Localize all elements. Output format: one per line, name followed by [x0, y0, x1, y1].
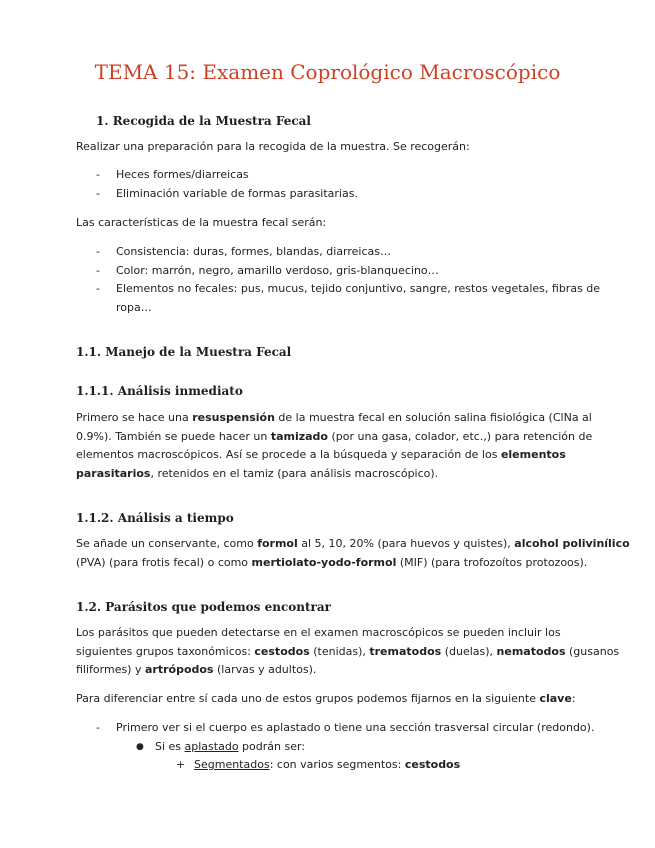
list-item: Consistencia: duras, formes, blandas, diarreicas…: [116, 245, 392, 258]
paragraph-line: (PVA) (para frotis fecal) o como mertiolato-yodo-formol (MIF) (para trofozoítos protozoos).: [76, 556, 588, 569]
heading-analisis-inmediato: 1.1.1. Análisis inmediato: [76, 384, 243, 398]
list-item: Primero ver si el cuerpo es aplastado o tiene una sección trasversal circular (redondo).: [116, 721, 595, 734]
heading-analisis-tiempo: 1.1.2. Análisis a tiempo: [76, 511, 234, 525]
bullet-dot-icon: ●: [136, 742, 144, 752]
list-item: Elementos no fecales: pus, mucus, tejido conjuntivo, sangre, restos vegetales, fibras de: [116, 282, 601, 295]
list-item: Si es aplastado podrán ser:: [155, 740, 306, 753]
list-dash: -: [96, 187, 100, 200]
list-item: Eliminación variable de formas parasitarias.: [116, 187, 358, 200]
list-item: Segmentados: con varios segmentos: cestodos: [194, 758, 461, 771]
heading-manejo: 1.1. Manejo de la Muestra Fecal: [76, 345, 292, 359]
paragraph-line: siguientes grupos taxonómicos: cestodos (tenidas), trematodos (duelas), nematodos (gusanos: [76, 645, 620, 658]
paragraph-line: filiformes) y artrópodos (larvas y adultos).: [76, 663, 317, 676]
paragraph-line: Se añade un conservante, como formol al 5, 10, 20% (para huevos y quistes), alcohol polivinílico: [76, 537, 630, 550]
list-item-continuation: ropa…: [116, 301, 152, 314]
paragraph-intro2: Las características de la muestra fecal serán:: [76, 216, 327, 229]
paragraph-line: Primero se hace una resuspensión de la muestra fecal en solución salina fisiológica (ClNa al: [76, 411, 592, 424]
list-item: Heces formes/diarreicas: [116, 168, 249, 181]
list-dash: -: [96, 245, 100, 258]
bullet-plus-icon: +: [176, 758, 186, 771]
paragraph-line: parasitarios, retenidos en el tamiz (para análisis macroscópico).: [76, 467, 439, 480]
list-dash: -: [96, 168, 100, 181]
paragraph-clave: Para diferenciar entre sí cada uno de estos grupos podemos fijarnos en la siguiente clave:: [76, 692, 576, 705]
paragraph-intro: Realizar una preparación para la recogida de la muestra. Se recogerán:: [76, 140, 470, 153]
paragraph-line: elementos macroscópicos. Así se procede a la búsqueda y separación de los elementos: [76, 448, 566, 461]
list-dash: -: [96, 264, 100, 277]
list-dash: -: [96, 282, 100, 295]
paragraph-line: Los parásitos que pueden detectarse en el examen macroscópicos se pueden incluir los: [76, 626, 561, 639]
heading-recogida: 1. Recogida de la Muestra Fecal: [96, 114, 311, 128]
paragraph-line: 0.9%). También se puede hacer un tamizado (por una gasa, colador, etc.,) para retención de: [76, 430, 593, 443]
heading-parasitos: 1.2. Parásitos que podemos encontrar: [76, 600, 331, 614]
page-title: TEMA 15: Examen Coprológico Macroscópico: [94, 60, 561, 84]
list-item: Color: marrón, negro, amarillo verdoso, gris-blanquecino…: [116, 264, 439, 277]
list-dash: -: [96, 721, 100, 734]
